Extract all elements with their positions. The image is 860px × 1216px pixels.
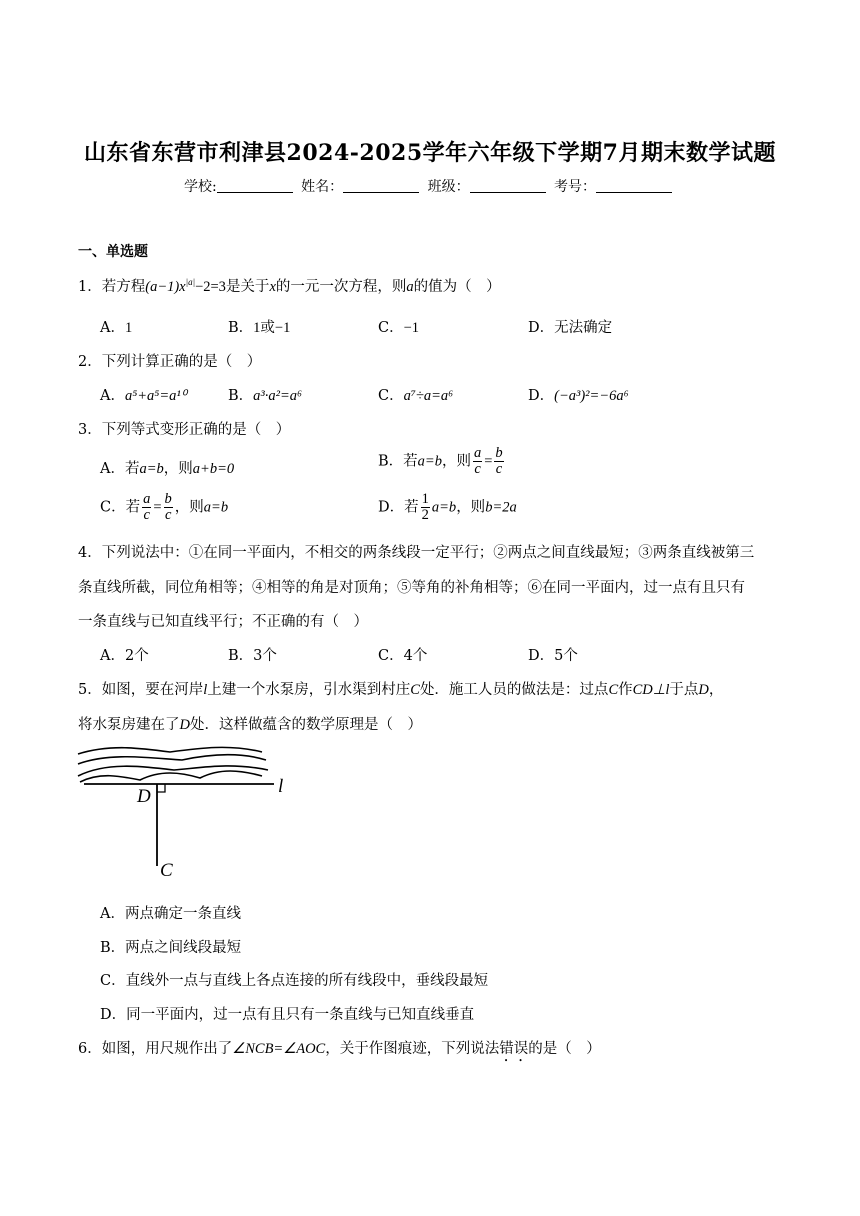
q3-option-c[interactable]: C．若 $\frac{a}{c}$ = $\frac{b}{c}$ ，则a=b [100,491,229,524]
emphasis-word: 错误 [499,1041,529,1057]
q5-option-c[interactable]: C．直线外一点与直线上各点连接的所有线段中，垂线段最短 [100,973,489,989]
school-label: 学校: [183,179,217,195]
class-blank[interactable] [470,178,546,193]
class-label: 班级： [427,179,470,195]
q4-option-b[interactable]: B．3个 [228,648,277,664]
q1-var-x: x [269,279,276,295]
section-heading: 一、单选题 [78,244,148,260]
river-curve-1 [78,747,262,754]
label-c: C [160,860,173,881]
q5-option-a[interactable]: A．两点确定一条直线 [100,906,241,922]
q1-var-a: a [406,279,414,295]
q5-option-b[interactable]: B．两点之间线段最短 [100,940,242,956]
label-d: D [137,786,151,807]
school-blank[interactable] [217,178,293,193]
question-4-line-3: 一条直线与已知直线平行；不正确的有（ ） [78,614,368,630]
q1-option-a[interactable]: A．1 [100,320,133,336]
fraction: $\frac{a}{c}$ [143,491,151,524]
q4-option-d[interactable]: D．5个 [528,648,578,664]
q1-text4: 的值为（ ） [413,279,501,295]
question-5-line-1: 5．如图，要在河岸l上建一个水泵房，引水渠到村庄C处．施工人员的做法是：过点C作CD⊥l于点D， [78,682,724,698]
q2-option-a[interactable]: A．a⁵+a⁵=a¹⁰ [100,388,187,404]
river-bank-curves [78,747,268,782]
exam-no-blank[interactable] [596,178,672,193]
fraction: $\frac{b}{c}$ [495,445,503,478]
q5-option-d[interactable]: D．同一平面内，过一点有且只有一条直线与已知直线垂直 [100,1007,475,1023]
fraction: $\frac{b}{c}$ [164,491,172,524]
q1-text3: 的一元一次方程，则 [275,279,407,295]
question-4-line-2: 条直线所截，同位角相等；④相等的角是对顶角；⑤等角的补角相等；⑥在同一平面内，过一点有且只有 [78,580,745,596]
q4-option-c[interactable]: C．4个 [378,648,428,664]
question-6: 6．如图，用尺规作出了∠NCB=∠AOC，关于作图痕迹，下列说法错误的是（ ） [78,1041,601,1057]
label-l: l [278,776,284,797]
river-curve-4 [80,771,262,782]
fraction: $\frac{a}{c}$ [473,445,482,478]
question-1 [78,275,501,296]
q1-expr: (a−1)x [145,279,186,295]
q1-exponent: |a| [185,277,196,288]
river-figure [70,738,300,883]
page-title: 山东省东营市利津县2024-2025学年六年级下学期7月期末数学试题 [84,140,776,166]
q2-option-d[interactable]: D．(−a³)²=−6a⁶ [528,388,629,404]
question-4-line-1: 4．下列说法中：①在同一平面内，不相交的两条线段一定平行；②两点之间直线最短；③两条直线被第三 [78,545,755,561]
q1-text: 若方程 [101,279,146,295]
q3-option-b[interactable]: B．若a=b，则 $\frac{a}{c}$ = $\frac{b}{c}$ [378,445,503,478]
student-info-line [0,176,860,196]
q1-expr-rest: −2=3 [195,279,226,295]
q4-option-a[interactable]: A．2个 [100,648,149,664]
q3-option-d[interactable]: D．若 $\frac{1}{2}$ a=b，则b=2a [378,491,517,524]
name-blank[interactable] [343,178,419,193]
q2-option-c[interactable]: C．a⁷÷a=a⁶ [378,388,454,404]
q2-option-b[interactable]: B．a³·a²=a⁶ [228,388,303,404]
fraction: $\frac{1}{2}$ [421,491,429,524]
question-3: 3．下列等式变形正确的是（ ） [78,422,291,438]
q1-text2: 是关于 [225,279,270,295]
right-angle-mark [157,784,165,792]
q1-option-d[interactable]: D．无法确定 [528,320,613,336]
question-2: 2．下列计算正确的是（ ） [78,354,262,370]
river-curve-2 [78,755,266,764]
q1-number: 1． [78,279,102,295]
question-5-line-2: 将水泵房建在了D处．这样做蕴含的数学原理是（ ） [78,717,422,733]
exam-no-label: 考号： [554,179,597,195]
name-label: 姓名： [301,179,344,195]
q3-option-a[interactable]: A．若a=b，则a+b=0 [100,461,235,477]
q1-option-c[interactable]: C．−1 [378,320,420,336]
q1-option-b[interactable]: B．1或−1 [228,320,291,336]
